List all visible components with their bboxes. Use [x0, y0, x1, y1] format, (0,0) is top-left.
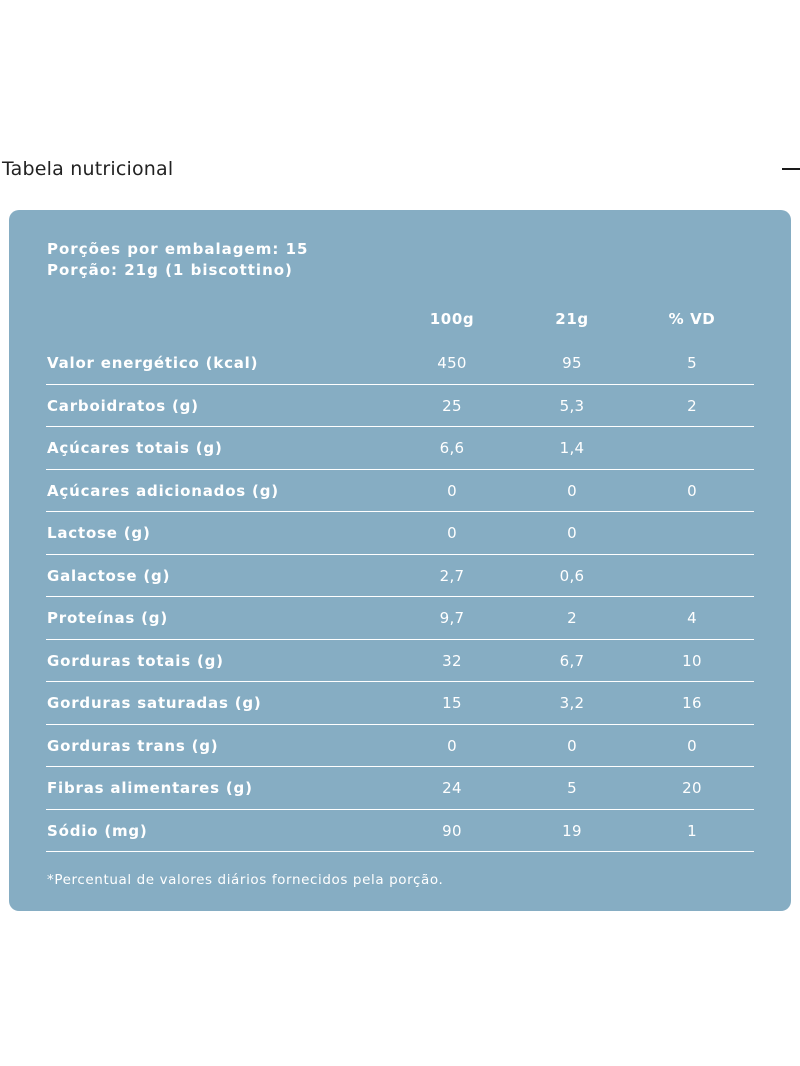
nutrient-label: Carboidratos (g): [47, 396, 199, 415]
value-portion: 1,4: [559, 439, 585, 457]
table-row: [46, 342, 754, 385]
servings-per-package: Porções por embalagem: 15: [47, 240, 309, 258]
value-portion: 2: [567, 609, 577, 627]
table-row: [46, 512, 754, 555]
value-100g: 9,7: [439, 609, 465, 627]
value-100g: 0: [447, 736, 457, 755]
nutrient-label: Gorduras saturadas (g): [47, 694, 262, 712]
footnote: *Percentual de valores diários fornecidos pela porção.: [47, 872, 444, 888]
value-portion: 95: [562, 354, 582, 372]
value-100g: 2,7: [439, 566, 465, 585]
header-vd: % VD: [668, 310, 716, 328]
value-portion: 0,6: [559, 566, 585, 585]
nutrient-label: Fibras alimentares (g): [47, 779, 253, 797]
value-vd: 4: [687, 609, 697, 627]
nutrient-label: Proteínas (g): [47, 609, 168, 627]
value-portion: 0: [567, 736, 577, 755]
table-header: [46, 306, 754, 342]
nutrient-label: Gorduras trans (g): [47, 736, 219, 755]
value-100g: 32: [442, 651, 462, 670]
value-100g: 15: [442, 694, 462, 712]
table-row: [46, 555, 754, 598]
value-portion: 5: [567, 779, 577, 797]
value-portion: 3,2: [559, 694, 585, 712]
value-100g: 0: [447, 481, 457, 500]
minus-icon[interactable]: [782, 168, 800, 170]
section-title: Tabela nutricional: [2, 158, 174, 180]
table-row: [46, 385, 754, 428]
value-vd: 20: [682, 779, 702, 797]
value-portion: 19: [562, 821, 582, 840]
value-vd: 5: [687, 354, 697, 372]
nutrition-section-header[interactable]: [0, 155, 800, 185]
value-100g: 450: [437, 354, 467, 372]
value-100g: 6,6: [439, 439, 465, 457]
value-portion: 5,3: [559, 396, 585, 415]
value-vd: 10: [682, 651, 702, 670]
value-portion: 0: [567, 481, 577, 500]
value-portion: 0: [567, 524, 577, 542]
value-vd: 1: [687, 821, 697, 840]
nutrient-label: Gorduras totais (g): [47, 651, 224, 670]
table-row: [46, 767, 754, 810]
nutrient-label: Açúcares totais (g): [47, 439, 223, 457]
value-vd: 16: [682, 694, 702, 712]
nutrient-label: Sódio (mg): [47, 821, 148, 840]
table-row: [46, 810, 754, 853]
value-100g: 24: [442, 779, 462, 797]
table-row: [46, 640, 754, 683]
portion-size: Porção: 21g (1 biscottino): [47, 261, 293, 279]
nutrition-table-card: [9, 210, 791, 911]
value-vd: 2: [687, 396, 697, 415]
header-100g: 100g: [429, 310, 475, 328]
nutrient-label: Valor energético (kcal): [47, 354, 259, 372]
header-portion: 21g: [555, 310, 589, 328]
nutrient-label: Lactose (g): [47, 524, 151, 542]
table-body: [46, 342, 754, 852]
nutrient-label: Açúcares adicionados (g): [47, 481, 279, 500]
table-row: [46, 682, 754, 725]
value-100g: 0: [447, 524, 457, 542]
nutrient-label: Galactose (g): [47, 566, 171, 585]
value-vd: 0: [687, 736, 697, 755]
table-row: [46, 597, 754, 640]
table-row: [46, 725, 754, 768]
value-100g: 90: [442, 821, 462, 840]
nutrition-table: [46, 306, 754, 852]
value-100g: 25: [442, 396, 462, 415]
value-vd: 0: [687, 481, 697, 500]
table-row: [46, 470, 754, 513]
value-portion: 6,7: [559, 651, 585, 670]
table-row: [46, 427, 754, 470]
